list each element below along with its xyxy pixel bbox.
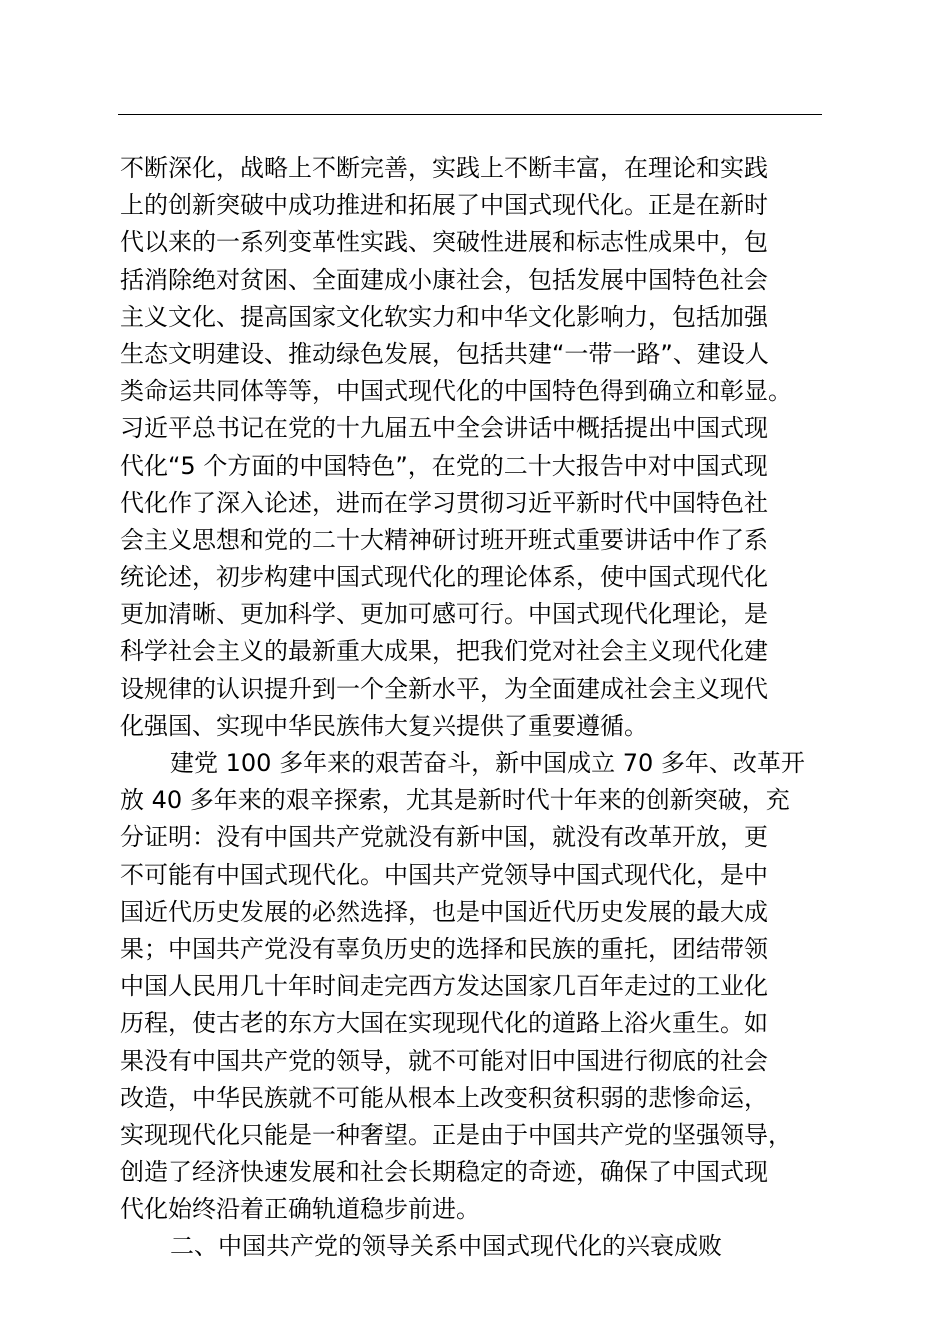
- text-line: 科学社会主义的最新重大成果，把我们党对社会主义现代化建: [120, 637, 768, 666]
- text-line: 创造了经济快速发展和社会长期稳定的奇迹，确保了中国式现: [120, 1158, 768, 1187]
- text-line: 设规律的认识提升到一个全新水平，为全面建成社会主义现代: [120, 674, 768, 703]
- text-line: 放 40 多年来的艰辛探索，尤其是新时代十年来的创新突破，充: [120, 786, 790, 815]
- text-line: 上的创新突破中成功推进和拓展了中国式现代化。正是在新时: [120, 191, 768, 220]
- text-line: 不断深化，战略上不断完善，实践上不断丰富，在理论和实践: [120, 154, 768, 182]
- text-line: 改造，中华民族就不可能从根本上改变积贫积弱的悲惨命运，: [120, 1083, 768, 1112]
- text-line: 国近代历史发展的必然选择，也是中国近代历史发展的最大成: [120, 897, 768, 926]
- text-line: 习近平总书记在党的十九届五中全会讲话中概括提出中国式现: [120, 414, 768, 443]
- section-heading: 二、中国共产党的领导关系中国式现代化的兴衰成败: [170, 1232, 722, 1261]
- text-line: 更加清晰、更加科学、更加可感可行。中国式现代化理论，是: [120, 600, 768, 629]
- text-line: 实现现代化只能是一种奢望。正是由于中国共产党的坚强领导，: [120, 1120, 792, 1149]
- text-line: 分证明：没有中国共产党就没有新中国，就没有改革开放，更: [120, 823, 768, 852]
- body-text: [120, 150, 832, 1266]
- text-line: 会主义思想和党的二十大精神研讨班开班式重要讲话中作了系: [120, 525, 768, 554]
- text-line: 中国人民用几十年时间走完西方发达国家几百年走过的工业化: [120, 972, 768, 1001]
- text-line: 历程，使古老的东方大国在实现现代化的道路上浴火重生。如: [120, 1009, 768, 1038]
- text-line: 类命运共同体等等，中国式现代化的中国特色得到确立和彰显。: [120, 377, 792, 406]
- text-line: 统论述，初步构建中国式现代化的理论体系，使中国式现代化: [120, 563, 768, 592]
- text-line: 化强国、实现中华民族伟大复兴提供了重要遵循。: [120, 711, 648, 740]
- text-line: 代化“5 个方面的中国特色”，在党的二十大报告中对中国式现: [120, 451, 768, 480]
- text-line: 果；中国共产党没有辜负历史的选择和民族的重托，团结带领: [120, 934, 768, 963]
- header-rule: [118, 114, 822, 115]
- text-line: 括消除绝对贫困、全面建成小康社会，包括发展中国特色社会: [120, 265, 768, 294]
- text-line: 代化作了深入论述，进而在学习贯彻习近平新时代中国特色社: [120, 488, 768, 517]
- text-line: 生态文明建设、推动绿色发展，包括共建“一带一路”、建设人: [120, 339, 769, 368]
- text-line: 代化始终沿着正确轨道稳步前进。: [120, 1195, 480, 1224]
- text-line: 果没有中国共产党的领导，就不可能对旧中国进行彻底的社会: [120, 1046, 768, 1075]
- paragraph-first-line: 建党 100 多年来的艰苦奋斗，新中国成立 70 多年、改革开: [170, 749, 805, 777]
- text-line: 不可能有中国式现代化。中国共产党领导中国式现代化，是中: [120, 860, 768, 889]
- text-line: 代以来的一系列变革性实践、突破性进展和标志性成果中，包: [120, 228, 768, 257]
- text-line: 主义文化、提高国家文化软实力和中华文化影响力，包括加强: [120, 302, 768, 331]
